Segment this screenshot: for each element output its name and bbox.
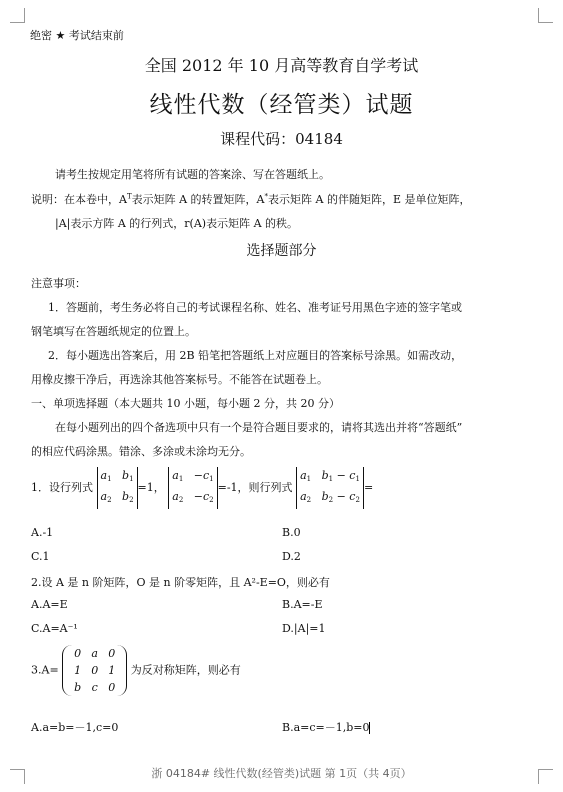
part-one-desc-a: 在每小题列出的四个备选项中只有一个是符合题目要求的，请将其选出并将“答题纸” bbox=[55, 421, 463, 434]
q1-option-b[interactable]: B.0 bbox=[282, 526, 301, 539]
matrix-cell: c bbox=[91, 681, 98, 694]
matrix-a bbox=[62, 645, 127, 696]
question-2-stem: 2.设 A 是 n 阶矩阵，O 是 n 阶零矩阵，且 A²-E=O，则必有 bbox=[31, 576, 330, 589]
matrix-cell: 0 bbox=[91, 664, 99, 677]
question-1-stem: 1．设行列式 $a_1$ $b_1$ $a_2$ $b_2$ =1， $a_1 -c_1$ $a_2 -c_2$ =-1，则行列式 $a_1$ $b_1 - c_1$ $a_2$ $b_2 - c_2$ = bbox=[31, 467, 373, 509]
q2-option-c[interactable]: C.A=A⁻¹ bbox=[31, 622, 78, 635]
part-one-heading: 一、单项选择题（本大题共 10 小题，每小题 2 分，共 20 分） bbox=[31, 397, 340, 410]
page-footer: 浙 04184# 线性代数(经管类)试题 第 1页（共 4页） bbox=[151, 767, 412, 780]
q2-option-b[interactable]: B.A=-E bbox=[282, 598, 323, 611]
notice-1-line-b: 钢笔填写在答题纸规定的位置上。 bbox=[31, 325, 196, 338]
part-one-desc-b: 的相应代码涂黑。错涂、多涂或未涂均无分。 bbox=[31, 445, 251, 458]
section-title: 选择题部分 bbox=[246, 243, 317, 259]
notice-2-line-b: 用橡皮擦干净后，再选涂其他答案标号。不能答在试题卷上。 bbox=[31, 373, 328, 386]
q2-option-a[interactable]: A.A=E bbox=[31, 598, 68, 611]
determinant-2: $a_1 -c_1$ $a_2 -c_2$ bbox=[168, 467, 217, 509]
matrix-cell: 0 bbox=[108, 647, 116, 660]
note-line-1: 说明：在本卷中，$A^T$表示矩阵 A 的转置矩阵，A*表示矩阵 A 的伴随矩阵，E 是单位矩阵， bbox=[31, 192, 471, 206]
note-line-2: |A|表示方阵 A 的行列式，r(A)表示矩阵 A 的秩。 bbox=[55, 217, 299, 230]
notice-1-line-a: 1．答题前，考生务必将自己的考试课程名称、姓名、准考证号用黑色字迹的签字笔或 bbox=[48, 301, 462, 314]
q1-option-d[interactable]: D.2 bbox=[282, 550, 301, 563]
determinant-3: $a_1$ $b_1 - c_1$ $a_2$ $b_2 - c_2$ bbox=[296, 467, 364, 509]
crop-mark-top-left bbox=[10, 8, 25, 23]
matrix-cell: 0 bbox=[74, 647, 82, 660]
question-3-stem: 3.A= 0 a 0 1 0 1 b c 0 为反对称矩阵，则必有 bbox=[31, 647, 241, 694]
matrix-cell: 1 bbox=[108, 664, 116, 677]
secret-label: 绝密 ★ 考试结束前 bbox=[30, 29, 124, 42]
course-code: 课程代码：04184 bbox=[220, 130, 343, 148]
q1-option-a[interactable]: A.-1 bbox=[31, 526, 54, 539]
q3-option-a[interactable]: A.a=b=－1,c=0 bbox=[31, 721, 119, 734]
crop-mark-top-right bbox=[538, 8, 553, 23]
matrix-cell: b bbox=[74, 681, 82, 694]
matrix-cell: 0 bbox=[108, 681, 116, 694]
notice-2-line-a: 2．每小题选出答案后，用 2B 铅笔把答题纸上对应题目的答案标号涂黑。如需改动， bbox=[48, 349, 463, 362]
matrix-cell: 1 bbox=[74, 664, 82, 677]
exam-name: 全国 2012 年 10 月高等教育自学考试 bbox=[144, 56, 419, 75]
paper-title: 线性代数（经管类）试题 bbox=[149, 92, 414, 118]
q3-option-b[interactable]: B.a=c=－1,b=0 bbox=[282, 721, 370, 734]
determinant-1: $a_1$ $b_1$ $a_2$ $b_2$ bbox=[97, 467, 138, 509]
text-cursor bbox=[369, 722, 370, 734]
notice-title: 注意事项： bbox=[31, 277, 86, 290]
intro-line: 请考生按规定用笔将所有试题的答案涂、写在答题纸上。 bbox=[55, 168, 330, 181]
q2-option-d[interactable]: D.|A|=1 bbox=[282, 622, 326, 635]
q1-option-c[interactable]: C.1 bbox=[31, 550, 50, 563]
matrix-cell: a bbox=[91, 647, 98, 660]
